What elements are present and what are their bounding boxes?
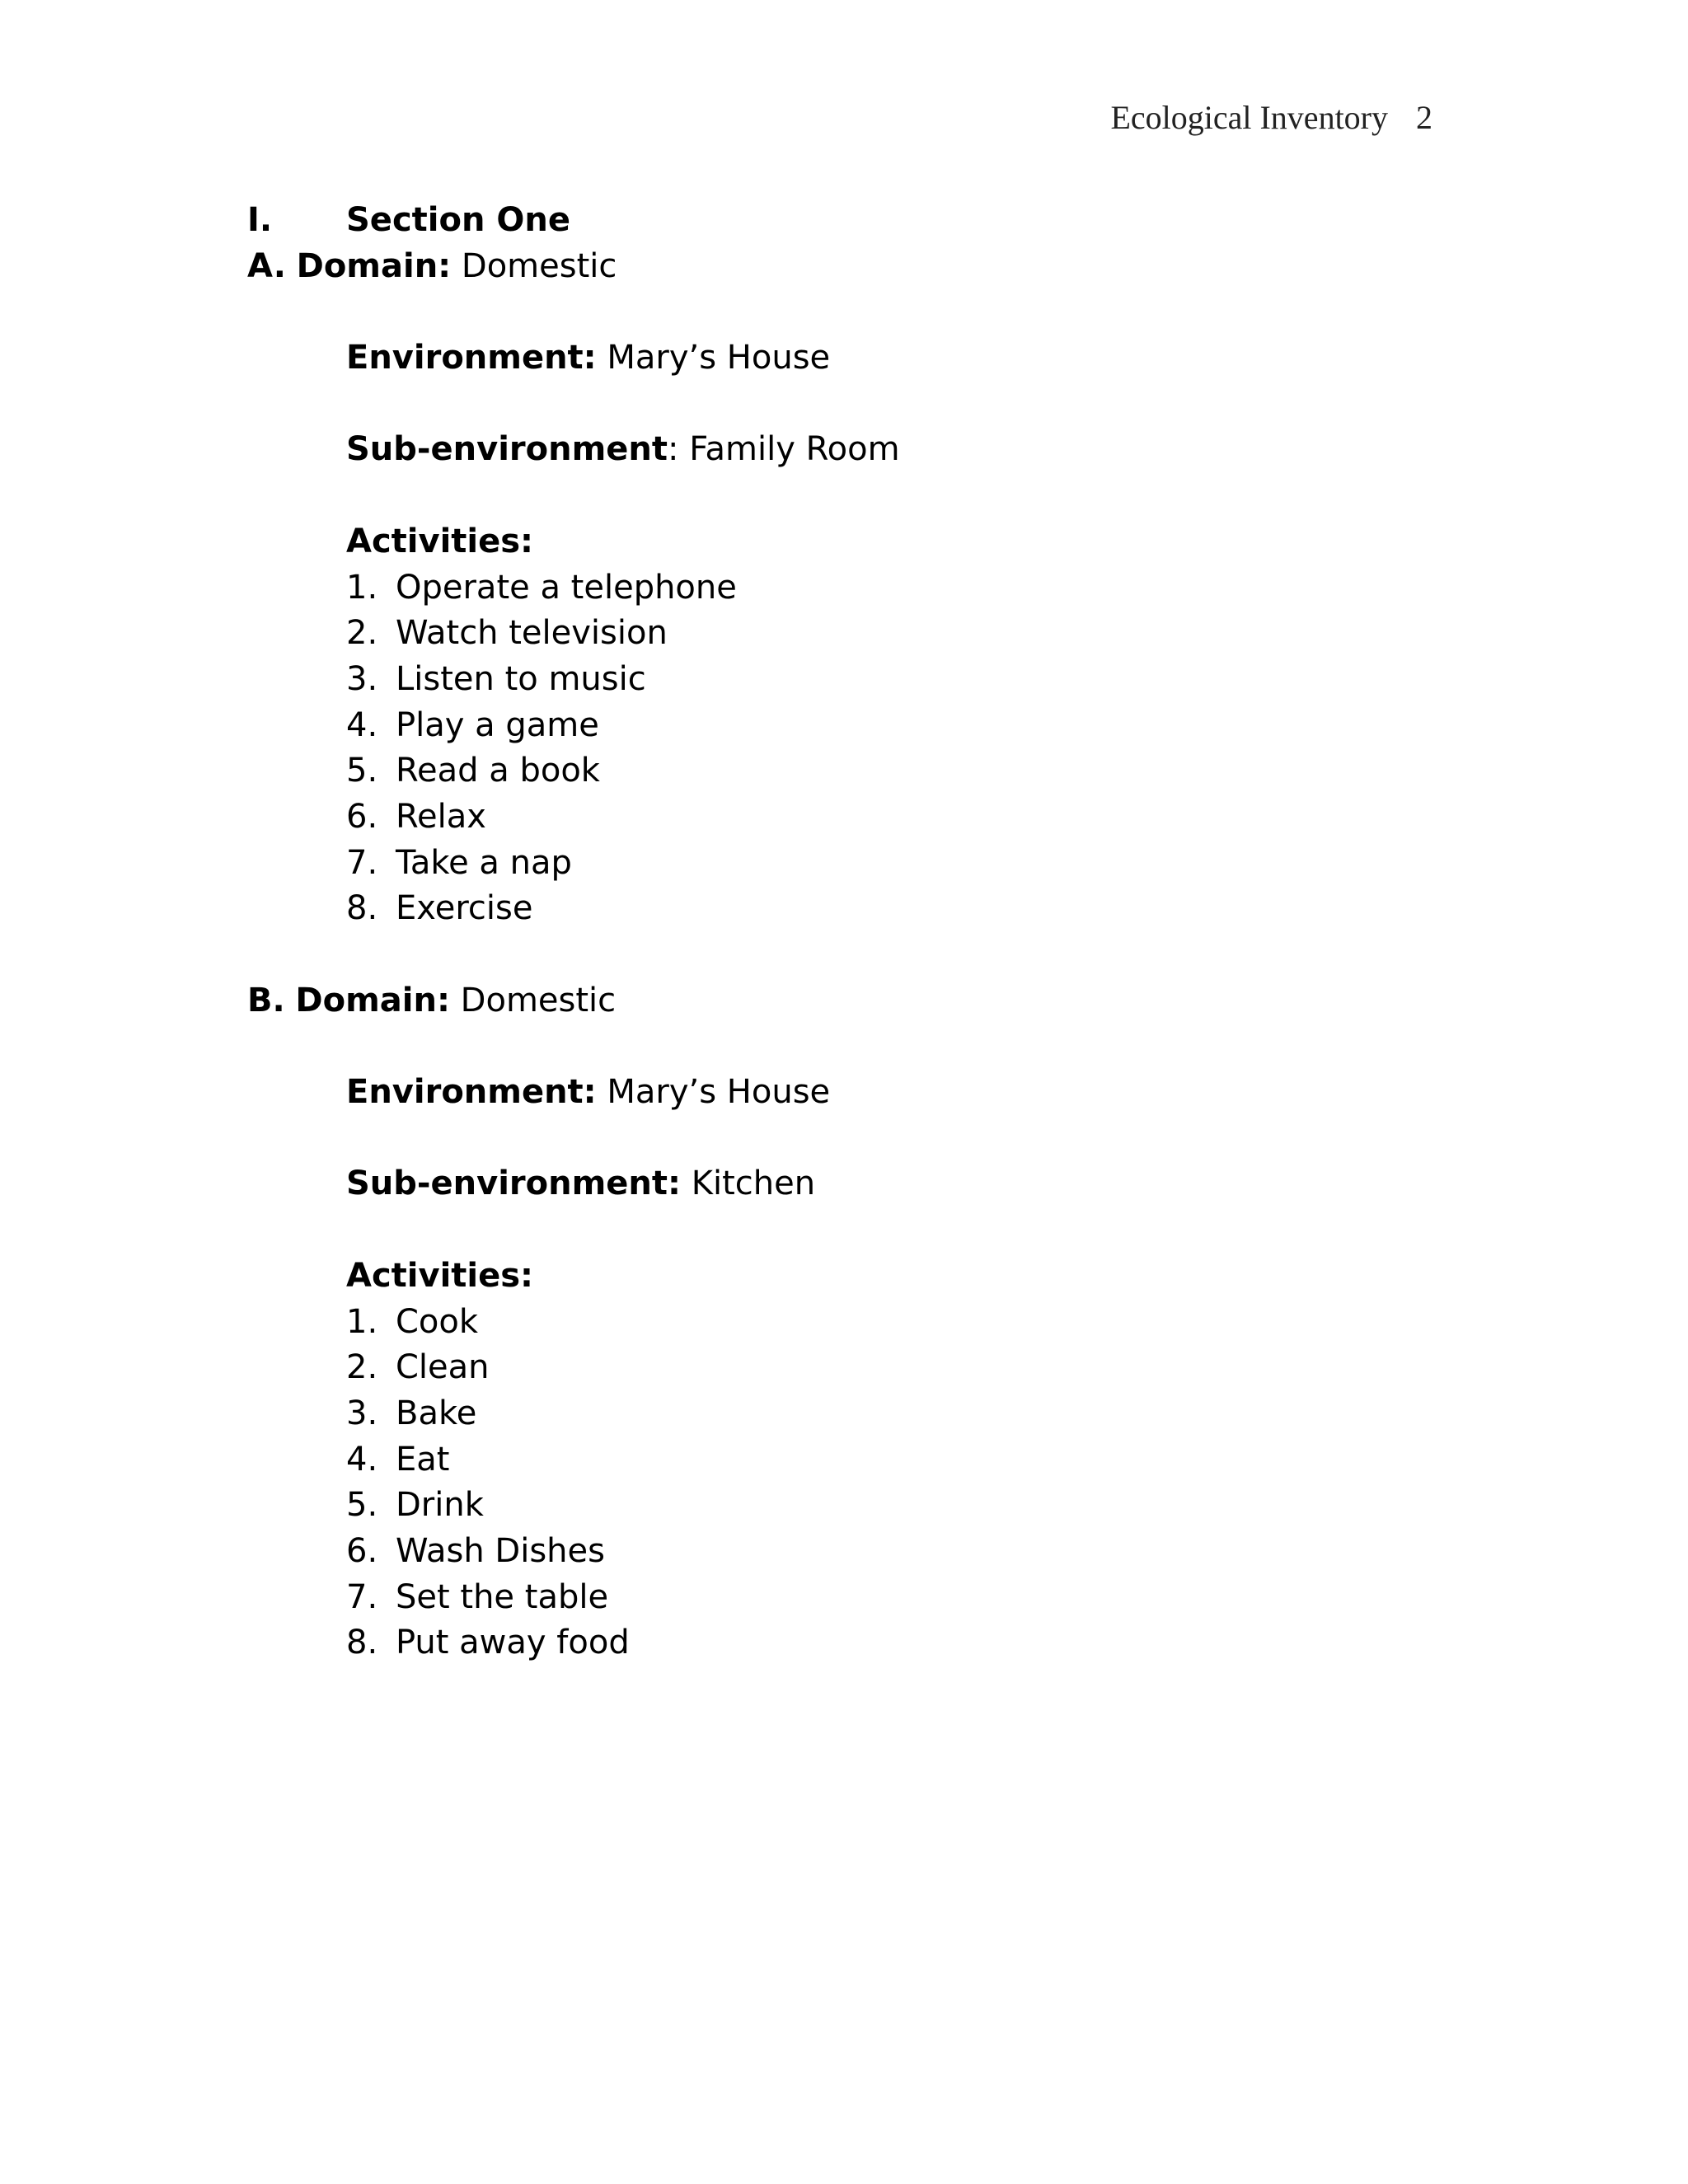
list-item-number: 3. xyxy=(346,659,378,698)
list-item xyxy=(247,565,1484,612)
list-item xyxy=(247,886,1484,932)
list-item xyxy=(247,611,1484,657)
list-item-text: Exercise xyxy=(396,889,533,928)
list-item xyxy=(247,703,1484,749)
section-numeral: I. xyxy=(247,201,273,239)
list-item-number: 1. xyxy=(346,568,378,607)
domain-label-a: Domain: xyxy=(296,246,452,285)
list-item xyxy=(247,1575,1484,1621)
list-item-text: Take a nap xyxy=(396,843,572,882)
list-item-number: 2. xyxy=(346,1348,378,1387)
list-item-number: 6. xyxy=(346,1531,378,1570)
list-item xyxy=(247,1437,1484,1483)
list-item-text: Listen to music xyxy=(396,659,646,698)
list-item-text: Set the table xyxy=(396,1577,609,1616)
domain-value-b: Domestic xyxy=(460,981,617,1019)
list-item xyxy=(247,1345,1484,1391)
list-item-text: Drink xyxy=(396,1486,484,1525)
environment-value-b: Mary’s House xyxy=(607,1073,831,1112)
running-head xyxy=(1110,97,1432,138)
subenvironment-line-b xyxy=(247,1161,1484,1207)
list-item-number: 4. xyxy=(346,705,378,744)
list-item-number: 2. xyxy=(346,614,378,653)
list-item-number: 3. xyxy=(346,1394,378,1432)
domain-value-a: Domestic xyxy=(461,246,617,285)
list-item xyxy=(247,748,1484,794)
page-number: 2 xyxy=(1416,99,1432,136)
list-item xyxy=(247,1529,1484,1575)
section-title: Section One xyxy=(346,201,570,239)
activities-heading-b: Activities: xyxy=(346,1256,534,1295)
domain-line-a xyxy=(247,244,1484,290)
list-item-number: 5. xyxy=(346,1486,378,1525)
list-item-number: 8. xyxy=(346,1624,378,1662)
list-item-number: 6. xyxy=(346,797,378,836)
list-item xyxy=(247,1483,1484,1529)
subenvironment-value-a: Family Room xyxy=(689,430,900,469)
list-item xyxy=(247,794,1484,841)
domain-label-b: Domain: xyxy=(295,981,450,1019)
document-body xyxy=(247,198,1484,1666)
list-item-text: Wash Dishes xyxy=(396,1531,605,1570)
domain-line-b xyxy=(247,978,1484,1024)
subenvironment-value-b: Kitchen xyxy=(691,1165,816,1203)
list-item-text: Put away food xyxy=(396,1624,630,1662)
list-item-text: Play a game xyxy=(396,705,599,744)
list-item-number: 7. xyxy=(346,843,378,882)
list-item xyxy=(247,1391,1484,1437)
section-heading xyxy=(247,198,1484,244)
list-item xyxy=(247,1620,1484,1666)
environment-value-a: Mary’s House xyxy=(607,339,831,377)
list-item-number: 4. xyxy=(346,1440,378,1479)
running-title: Ecological Inventory xyxy=(1110,99,1388,136)
list-item-text: Relax xyxy=(396,797,486,836)
list-item-number: 8. xyxy=(346,889,378,928)
environment-label-b: Environment: xyxy=(346,1073,597,1112)
subenvironment-label-a: Sub-environment xyxy=(346,430,668,469)
list-item-text: Clean xyxy=(396,1348,490,1387)
list-item xyxy=(247,1300,1484,1346)
subenvironment-line-a xyxy=(247,427,1484,473)
list-item-text: Read a book xyxy=(396,752,600,790)
subsection-letter-a: A. xyxy=(247,246,286,285)
environment-line-b xyxy=(247,1070,1484,1116)
list-item-text: Cook xyxy=(396,1302,479,1341)
activities-heading-a: Activities: xyxy=(346,522,534,560)
list-item-text: Eat xyxy=(396,1440,450,1479)
list-item xyxy=(247,841,1484,887)
list-item-number: 5. xyxy=(346,752,378,790)
list-item-text: Bake xyxy=(396,1394,477,1432)
subenvironment-colon-a: : xyxy=(668,430,679,469)
subsection-letter-b: B. xyxy=(247,981,285,1019)
subenvironment-label-b: Sub-environment: xyxy=(346,1165,681,1203)
list-item-text: Watch television xyxy=(396,614,668,653)
list-item xyxy=(247,657,1484,703)
list-item-number: 1. xyxy=(346,1302,378,1341)
list-item-text: Operate a telephone xyxy=(396,568,737,607)
environment-label-a: Environment: xyxy=(346,339,597,377)
environment-line-a xyxy=(247,335,1484,382)
list-item-number: 7. xyxy=(346,1577,378,1616)
